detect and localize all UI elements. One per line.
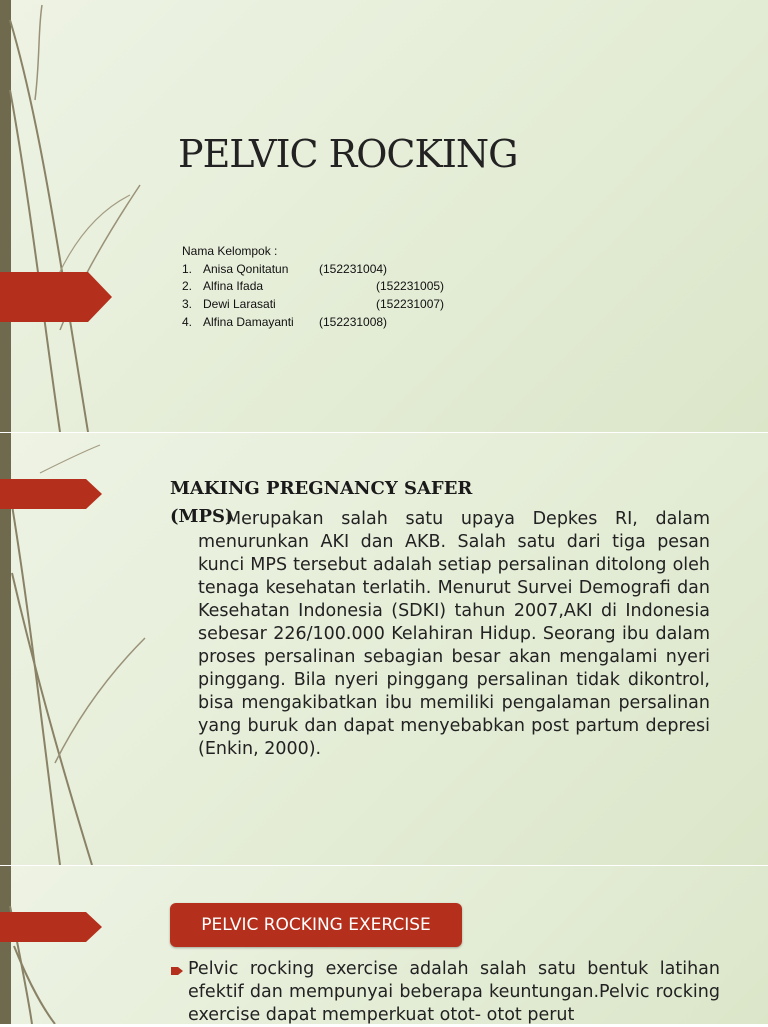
member-id: (152231005) xyxy=(376,279,445,293)
member-id: (152231004) xyxy=(319,262,388,276)
arrow-tab xyxy=(0,912,102,942)
member-number: 4. xyxy=(182,315,193,329)
group-label: Nama Kelompok : xyxy=(182,244,278,258)
arrow-bullet-icon xyxy=(171,966,183,976)
slide-title xyxy=(0,0,768,432)
member-name: Alfina Ifada xyxy=(203,279,264,293)
mps-heading-abbrev: (MPS) xyxy=(170,506,234,527)
member-number: 1. xyxy=(182,262,193,276)
arrow-tab xyxy=(0,272,112,322)
member-name: Anisa Qonitatun xyxy=(203,262,289,276)
mps-paragraph: Merupakan salah satu upaya Depkes RI, dalam menurunkan AKI dan AKB. Salah satu dari tiga pesan kunci MPS tersebut adalah setiap persalinan ditolong oleh tenaga kesehatan terlatih. Menurut Survei Demografi dan Kesehatan Indonesia (SDKI) tahun 2007,AKI di Indonesia sebesar 226/100.000 Kelahiran Hidup. Seorang ibu dalam proses persalinan sebagian besar akan mengalami nyeri pinggang. Bila nyeri pinggang persalinan tidak dikontrol, bisa mengakibatkan ibu memiliki pengalaman persalinan yang buruk dan dapat menyebabkan post partum depresi (Enkin, 2000). xyxy=(198,509,710,759)
vine-decoration xyxy=(0,0,160,432)
member-id: (152231008) xyxy=(319,315,388,329)
member-number: 2. xyxy=(182,279,193,293)
member-id: (152231007) xyxy=(376,297,445,311)
exercise-title-box: PELVIC ROCKING EXERCISE xyxy=(170,903,462,947)
member-name: Dewi Larasati xyxy=(203,297,276,311)
vine-decoration xyxy=(0,866,160,1024)
arrow-tab xyxy=(0,479,102,509)
exercise-paragraph: Pelvic rocking exercise adalah salah satu bentuk latihan efektif dan mempunyai beberapa keuntungan.Pelvic rocking exercise dapat memperkuat otot- otot perut xyxy=(188,959,720,1025)
mps-heading: MAKING PREGNANCY SAFER xyxy=(170,478,473,499)
member-number: 3. xyxy=(182,297,193,311)
member-name: Alfina Damayanti xyxy=(203,315,294,329)
slide-title-heading: PELVIC ROCKING xyxy=(178,132,518,176)
